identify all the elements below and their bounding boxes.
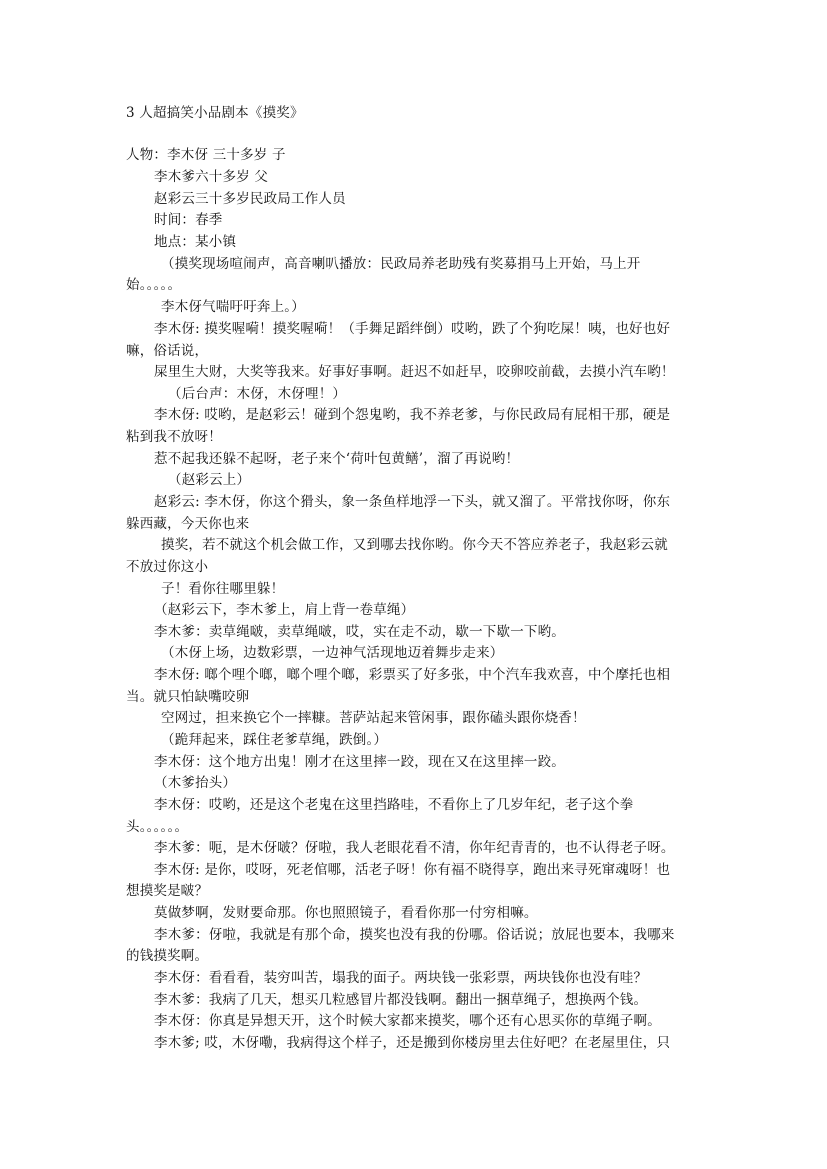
dialogue-line: 想摸奖是啵？ [126,883,209,899]
dialogue-line: 赵彩云: 李木伢，你这个猾头，象一条鱼样地浮一下头，就又溜了。平常找你呀，你东 [154,494,671,510]
dialogue-line: 李木伢: 摸奖喔嗬！摸奖喔嗬！（手舞足蹈绊倒）哎哟，跌了个狗吃屎！咦，也好也好 [154,321,671,337]
dialogue-line: 李木爹：我病了几天，想买几粒感冒片都没钱啊。翻出一捆草绳子，想换两个钱。 [154,992,648,1008]
stage-direction: （后台声：木伢，木伢哩！） [168,386,347,402]
stage-direction: （跪拜起来，踩住老爹草绳，跌倒。） [161,732,388,748]
dialogue-line: 李木爹：伢啦，我就是有那个命，摸奖也没有我的份哪。俗话说；放屁也要本，我哪来 [154,927,675,943]
setting-line: 时间：春季 [154,212,223,228]
dialogue-line: 摸奖，若不就这个机会做工作，又到哪去找你哟。你今天不答应养老子，我赵彩云就 [161,537,668,553]
dialogue-line: 李木伢：哎哟，还是这个老鬼在这里挡路哇，不看你上了几岁年纪，老子这个拳 [154,797,634,813]
dialogue-line: 的钱摸奖啊。 [126,948,209,964]
dialogue-line: 李木伢：看看看，装穷叫苦，塌我的面子。两块钱一张彩票，两块钱你也没有哇？ [154,970,648,986]
dialogue-line: 空网过，担来换它个一摔糠。菩萨站起来管闲事，跟你磕头跟你烧香！ [161,710,586,726]
cast-line: 李木爹六十多岁 父 [154,169,269,185]
stage-direction: （摸奖现场喧闹声，高音喇叭播放：民政局养老助残有奖募捐马上开始，马上开 [161,256,641,272]
dialogue-line: 李木伢: 哎哟，是赵彩云！碰到个怨鬼哟，我不养老爹，与你民政局有屁相干那，硬是 [154,407,671,423]
dialogue-line: 屎里生大财，大奖等我来。好事好事啊。赶迟不如赶早，咬卵咬前截，去摸小汽车哟！ [154,364,675,380]
dialogue-line: 李木伢: 是你，哎呀，死老倌哪，活老子呀！你有福不晓得享，跑出来寻死窜魂呀！也 [154,862,671,878]
stage-direction: 李木伢气喘吁吁奔上。） [161,299,305,315]
dialogue-line: 嘛，俗话说， [126,343,209,359]
dialogue-line: 头。。。。。。 [126,819,189,835]
dialogue-line: 李木伢：这个地方出鬼！刚才在这里摔一跤，现在又在这里摔一跤。 [154,754,565,770]
setting-line: 地点：某小镇 [154,234,237,250]
document-title: 3 人超搞笑小品剧本《摸奖》 [126,105,304,121]
stage-direction: （赵彩云下，李木爹上，肩上背一卷草绳） [154,602,415,618]
dialogue-line: 粘到我不放呀！ [126,429,222,445]
stage-direction: （赵彩云上） [168,472,251,488]
dialogue-line: 李木伢: 啷个哩个啷，啷个哩个啷，彩票买了好多张，中个汽车我欢喜，中个摩托也相 [154,667,671,683]
cast-line: 人物：李木伢 三十多岁 子 [126,147,286,163]
dialogue-line: 子！看你往哪里躲！ [161,581,285,597]
dialogue-line: 惹不起我还躲不起呀，老子来个‘荷叶包黄鳝’，溜了再说哟！ [154,451,520,467]
dialogue-line: 李木爹：卖草绳啵，卖草绳啵，哎，实在走不动，歇一下歇一下哟。 [154,624,565,640]
stage-direction: （木伢上场，边数彩票，一边神气活现地迈着舞步走来） [161,645,504,661]
dialogue-line: 躲西藏，今天你也来 [126,516,250,532]
dialogue-line: 李木爹：呃，是木伢啵？伢啦，我人老眼花看不清，你年纪青青的，也不认得老子呀。 [154,840,675,856]
dialogue-line: 李木爹; 哎，木伢嘞，我病得这个样子，还是搬到你楼房里去住好吧？在老屋里住，只 [154,1035,671,1051]
dialogue-line: 莫做梦啊，发财要命那。你也照照镜子，看看你那一付穷相嘛。 [154,905,538,921]
dialogue-line: 李木伢：你真是异想天开，这个时候大家都来摸奖，哪个还有心思买你的草绳子啊。 [154,1013,661,1029]
cast-line: 赵彩云三十多岁民政局工作人员 [154,191,346,207]
stage-direction: （木爹抬头） [154,775,237,791]
stage-direction: 始。。。。。 [126,277,182,293]
dialogue-line: 当。就只怕缺嘴咬卵 [126,689,250,705]
dialogue-line: 不放过你这小 [126,559,209,575]
